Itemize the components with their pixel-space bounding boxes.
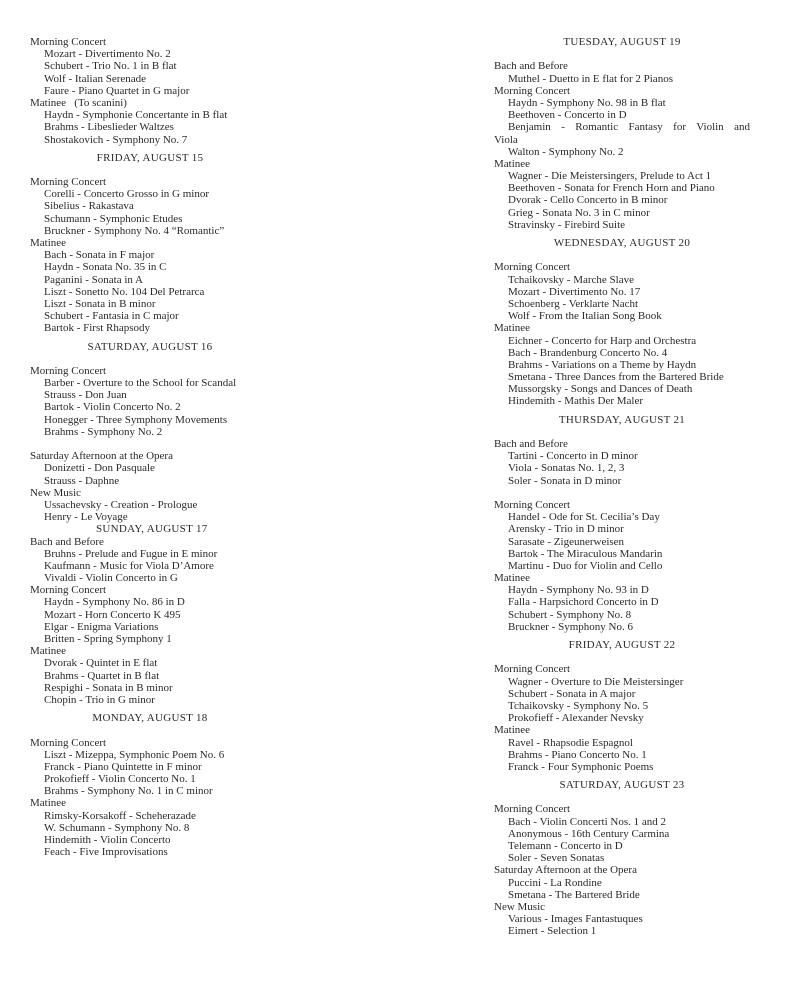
program-item: Chopin - Trio in G minor (44, 693, 155, 706)
program-item: Franck - Piano Quintette in F minor (44, 760, 202, 773)
date-heading: SATURDAY, AUGUST 23 (559, 779, 685, 792)
section-heading: Bach and Before (494, 60, 568, 73)
program-item: Prokofieff - Violin Concerto No. 1 (44, 773, 196, 786)
section-heading: Morning Concert (494, 498, 571, 511)
program-item: Prokofieff - Alexander Nevsky (508, 712, 644, 725)
left-column (30, 36, 455, 858)
section-heading: Morning Concert (30, 736, 107, 749)
section-heading: Saturday Afternoon at the Opera (494, 864, 637, 877)
program-item: Schumann - Symphonic Etudes (44, 212, 183, 225)
program-item: Brahms - Piano Concerto No. 1 (508, 748, 647, 761)
program-item: Arensky - Trio in D minor (508, 523, 624, 536)
program-item: Schoenberg - Verklarte Nacht (508, 297, 639, 310)
program-item: Wagner - Die Meistersingers, Prelude to Act 1 (508, 170, 712, 183)
program-item: Tchaikovsky - Marche Slave (508, 273, 634, 286)
section-heading: Matinee (494, 724, 531, 737)
program-item: Mozart - Divertimento No. 17 (508, 285, 641, 298)
section-heading: Morning Concert (30, 176, 107, 189)
section-heading: Bach and Before (494, 438, 568, 450)
program-item: Tchaikovsky - Symphony No. 5 (508, 699, 649, 712)
program-item: Schubert - Sonata in A major (508, 687, 636, 700)
program-item: Smetana - Three Dances from the Bartered Bride (508, 371, 724, 384)
program-item: Bach - Sonata in F major (44, 249, 155, 262)
program-item: Mussorgsky - Songs and Dances of Death (508, 383, 693, 396)
program-item: Liszt - Mizeppa, Symphonic Poem No. 6 (44, 748, 225, 761)
section-heading: Matinee (494, 157, 531, 170)
section-heading: Morning Concert (30, 364, 107, 377)
program-item: Schubert - Trio No. 1 in B flat (44, 60, 177, 73)
program-item: Falla - Harpsichord Concerto in D (508, 596, 659, 609)
program-item: Haydn - Symphony No. 93 in D (508, 584, 649, 597)
program-item: Soler - Sonata in D minor (508, 474, 622, 487)
date-heading: MONDAY, AUGUST 18 (92, 712, 208, 725)
program-item: Strauss - Don Juan (44, 389, 127, 402)
program-item: Benjamin - Romantic Fantasy for Violin and (508, 121, 750, 134)
section-heading: Morning Concert (494, 663, 571, 676)
program-item: Smetana - The Bartered Bride (508, 888, 640, 901)
program-item: Dvorak - Cello Concerto in B minor (508, 194, 668, 207)
date-heading: WEDNESDAY, AUGUST 20 (553, 237, 691, 249)
program-item: Wolf - Italian Serenade (44, 72, 147, 85)
section-heading: Morning Concert (494, 803, 571, 816)
section-heading: Matinee (30, 797, 67, 810)
program-item: Paganini - Sonata in A (44, 273, 143, 286)
program-item: Wagner - Overture to Die Meistersinger (508, 675, 684, 688)
program-item: Shostakovich - Symphony No. 7 (44, 133, 188, 146)
program-item: Donizetti - Don Pasquale (44, 462, 155, 475)
program-item: Liszt - Sonata in B minor (44, 297, 156, 310)
program-item: Haydn - Symphony No. 98 in B flat (508, 96, 666, 109)
program-item: Brahms - Quartet in B flat (44, 669, 160, 682)
program-item: Bruhns - Prelude and Fugue in E minor (44, 547, 218, 560)
right-column (494, 36, 750, 938)
program-item: Telemann - Concerto in D (508, 840, 623, 852)
program-item: Corelli - Concerto Grosso in G minor (44, 188, 209, 201)
program-item: Bruckner - Symphony No. 6 (508, 620, 633, 633)
program-item: Grieg - Sonata No. 3 in C minor (508, 206, 650, 219)
section-heading: Morning Concert (494, 261, 571, 274)
section-heading: Matinee (494, 322, 531, 335)
program-item: Haydn - Sonata No. 35 in C (44, 261, 167, 274)
program-item: Henry - Le Voyage (44, 511, 128, 524)
program-item: Bach - Violin Concerti Nos. 1 and 2 (508, 815, 667, 828)
program-item: Tartini - Concerto in D minor (508, 450, 638, 463)
date-heading: SUNDAY, AUGUST 17 (96, 523, 208, 536)
program-item: Soler - Seven Sonatas (508, 852, 605, 865)
program-item: Muthel - Duetto in E flat for 2 Pianos (508, 72, 673, 85)
section-heading: New Music (494, 900, 546, 913)
program-item: Haydn - Symphony No. 86 in D (44, 596, 185, 609)
program-item: Britten - Spring Symphony 1 (44, 633, 172, 645)
program-item: Handel - Ode for St. Cecilia’s Day (508, 511, 660, 524)
program-item: Bartok - First Rhapsody (44, 322, 151, 335)
date-heading: TUESDAY, AUGUST 19 (563, 36, 681, 48)
program-item: Beethoven - Sonata for French Horn and Piano (508, 182, 715, 195)
date-heading: FRIDAY, AUGUST 22 (568, 639, 676, 651)
program-item: Brahms - Symphony No. 1 in C minor (44, 785, 213, 798)
program-item: Sarasate - Zigeunerweisen (508, 535, 625, 548)
date-heading: THURSDAY, AUGUST 21 (558, 413, 686, 426)
section-heading: Bach and Before (30, 535, 104, 548)
section-heading: Morning Concert (30, 36, 107, 48)
program-item: Dvorak - Quintet in E flat (44, 657, 158, 670)
section-heading: Morning Concert (494, 84, 571, 97)
program-item: Feach - Five Improvisations (44, 846, 168, 859)
program-item: Respighi - Sonata in B minor (44, 681, 173, 694)
program-item: Bartok - Violin Concerto No. 2 (44, 401, 181, 414)
program-item: Bruckner - Symphony No. 4 “Romantic” (44, 224, 225, 237)
program-item: Eichner - Concerto for Harp and Orchestra (508, 334, 697, 347)
program-item: Stravinsky - Firebird Suite (508, 218, 626, 231)
program-item: Liszt - Sonetto No. 104 Del Petrarca (44, 285, 205, 298)
program-item: W. Schumann - Symphony No. 8 (44, 821, 190, 834)
section-heading: Matinee (To scanini) (30, 96, 127, 109)
program-item: Honegger - Three Symphony Movements (44, 413, 228, 426)
program-item: Walton - Symphony No. 2 (508, 145, 624, 158)
program-item: Schubert - Fantasia in C major (44, 310, 179, 323)
program-item: Various - Images Fantastuques (508, 913, 643, 926)
program-item: Brahms - Variations on a Theme by Haydn (508, 358, 697, 371)
program-item: Barber - Overture to the School for Scandal (44, 377, 237, 390)
program-item: Puccini - La Rondine (508, 876, 602, 889)
program-item: Ussachevsky - Creation - Prologue (44, 498, 198, 511)
program-item: Rimsky-Korsakoff - Scheherazade (44, 809, 196, 822)
program-item: Mozart - Horn Concerto K 495 (44, 608, 181, 621)
program-item: Viola - Sonatas No. 1, 2, 3 (508, 462, 625, 475)
program-item: Brahms - Symphony No. 2 (44, 425, 163, 438)
program-item: Strauss - Daphne (44, 474, 120, 487)
program-item: Kaufmann - Music for Viola D’Amore (44, 559, 214, 572)
program-item-continued: Viola (494, 133, 518, 146)
program-item: Eimert - Selection 1 (508, 925, 597, 938)
program-item: Bach - Brandenburg Concerto No. 4 (508, 346, 668, 359)
section-heading: Matinee (30, 237, 67, 249)
program-item: Schubert - Symphony No. 8 (508, 608, 632, 621)
program-item: Sibelius - Rakastava (44, 200, 134, 213)
date-heading: SATURDAY, AUGUST 16 (87, 340, 213, 353)
section-heading: Matinee (30, 645, 67, 658)
program-item: Vivaldi - Violin Concerto in G (44, 572, 178, 585)
program-item: Mozart - Divertimento No. 2 (44, 48, 171, 61)
program-item: Franck - Four Symphonic Poems (508, 760, 654, 773)
program-item: Hindemith - Mathis Der Maler (508, 395, 644, 408)
program-item: Beethoven - Concerto in D (508, 109, 627, 122)
program-item: Haydn - Symphonie Concertante in B flat (44, 109, 228, 122)
program-item: Ravel - Rhapsodie Espagnol (508, 736, 633, 749)
program-item: Brahms - Libeslieder Waltzes (44, 121, 174, 134)
section-heading: Morning Concert (30, 584, 107, 597)
date-heading: FRIDAY, AUGUST 15 (96, 151, 204, 164)
program-item: Bartok - The Miraculous Mandarin (508, 547, 663, 560)
program-item: Wolf - From the Italian Song Book (508, 310, 662, 323)
program-item: Anonymous - 16th Century Carmina (508, 827, 670, 840)
program-item: Hindemith - Violin Concerto (44, 834, 171, 846)
section-heading: New Music (30, 486, 82, 499)
section-heading: Matinee (494, 572, 531, 585)
program-item: Faure - Piano Quartet in G major (44, 84, 190, 97)
program-item: Elgar - Enigma Variations (44, 620, 159, 633)
section-heading: Saturday Afternoon at the Opera (30, 450, 173, 463)
program-item: Martinu - Duo for Violin and Cello (508, 559, 663, 572)
